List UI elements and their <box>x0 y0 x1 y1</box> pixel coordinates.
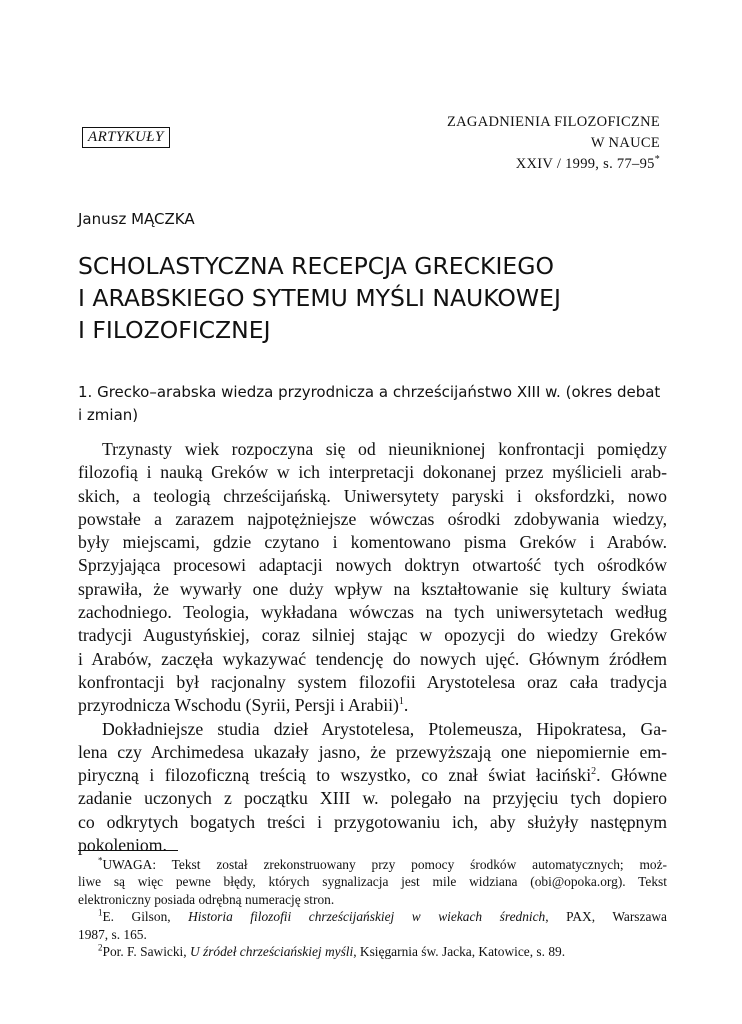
text-line <box>78 764 667 787</box>
footnote-star-mark: * <box>98 855 103 866</box>
footnote-text-line: 1987, s. 165. <box>78 926 147 942</box>
text-line: i Arabów, zaczęła wykazywać tendencję do nowych ujęć. Głównym źródłem <box>78 648 667 669</box>
journal-volume-note-mark: * <box>654 154 660 166</box>
footnote-text: Por. F. Sawicki, <box>102 944 190 960</box>
text-line: co odkrytych bogatych treści i przygotowaniu ich, aby służyły następnym <box>78 811 667 832</box>
text-line: Dokładniejsze studia dzieł Arystotelesa, Ptolemeusza, Hipokratesa, Ga- <box>102 718 667 739</box>
title-line: I ARABSKIEGO SYTEMU MYŚLI NAUKOWEJ <box>78 284 561 312</box>
text-line: Trzynasty wiek rozpoczyna się od nieuniknionej konfrontacji pomiędzy <box>102 439 667 459</box>
paragraph-2 <box>78 718 667 858</box>
text-line: skich, a teologią chrześcijańską. Uniwersytety paryski i oksfordzki, nowo <box>78 485 667 506</box>
text-line: Sprzyjająca procesowi adaptacji nowych doktryn otwartość tych ośrodków <box>78 555 667 576</box>
text-line: konfrontacji był racjonalny system filozofii Arystotelesa oraz cała tradycja <box>78 671 667 692</box>
text-line: zachodniego. Teologia, wykładana wówczas na tych uniwersytetach według <box>78 602 667 623</box>
footnote-2-mark: 2 <box>98 942 103 953</box>
text-line: lena czy Archimedesa ukazały jasno, że przewyższają one niepomiernie em- <box>78 741 667 762</box>
footnote-text-line: liwe są więc pewne błędy, których sygnalizacja jest mile widziana (obi@opoka.org). Tekst <box>78 874 667 890</box>
footnotes <box>78 856 667 960</box>
text-line: sprawiła, że wywarły one duży wpływ na kształtowanie się kultury świata <box>78 578 667 599</box>
footnote-ref-2[interactable]: 2 <box>591 766 597 778</box>
text-line: tradycji Augustyńskiej, coraz silniej stając w opozycji do wiedzy Greków <box>78 625 667 646</box>
text-fragment: piryczną i filozoficzną treścią to wszystko, co znał świat łaciński <box>78 765 592 786</box>
footnote-text-line: elektroniczny posiada odrębną numerację stron. <box>78 891 335 907</box>
footnote-1-mark: 1 <box>98 907 103 918</box>
text-line: filozofią i nauką Greków w ich interpretacji dokonanej przez myślicieli arab- <box>78 462 667 483</box>
journal-volume <box>447 154 660 175</box>
footnote-text: , PAX, Warszawa <box>545 909 667 925</box>
text-line: zadanie uczonych z początku XIII w. polegało na przyjęciu tych dopiero <box>78 788 667 809</box>
article-title <box>78 250 678 346</box>
footnote-rule <box>78 850 178 851</box>
footnote-star <box>78 856 667 873</box>
footnote-ref-1[interactable]: 1 <box>398 696 404 708</box>
text-line: powstałe a zarazem najpotężniejsze wówczas ośrodki zdobywania wiedzy, <box>78 508 667 529</box>
article-body <box>78 438 667 857</box>
text-line: pokoleniom. <box>78 835 167 856</box>
footnote-text: UWAGA: Tekst został zrekonstruowany przy pomocy środków automatycznych; moż- <box>102 857 667 872</box>
title-line: SCHOLASTYCZNA RECEPCJA GRECKIEGO <box>78 252 554 280</box>
section-label: ARTYKUŁY <box>82 127 170 148</box>
title-line: I FILOZOFICZNEJ <box>78 316 271 344</box>
journal-name: ZAGADNIENIA FILOZOFICZNE <box>447 114 660 130</box>
article-author: Janusz MĄCZKA <box>78 210 195 228</box>
text-line: przyrodnicza Wschodu (Syrii, Persji i Arabii)$^1$. <box>78 695 409 716</box>
cited-work-title: U źródeł chrześciańskiej myśli <box>189 944 354 960</box>
section-heading: 1. Grecko–arabska wiedza przyrodnicza a chrześcijaństwo XIII w. (okres debat i zmian) <box>78 383 661 424</box>
text-fragment: . Główne <box>596 765 667 786</box>
journal-volume-text: XXIV / 1999, s. 77–95 <box>515 156 655 172</box>
footnote-text: , Księgarnia św. Jacka, Katowice, s. 89. <box>353 944 566 960</box>
journal-subtitle: W NAUCE <box>590 135 660 151</box>
footnote-2 <box>78 943 667 960</box>
footnote-1 <box>78 908 667 925</box>
text-fragment: przyrodnicza Wschodu (Syrii, Persji i Arabii) <box>78 695 399 716</box>
cited-work-title: Historia filozofii chrześcijańskiej w wiekach średnich <box>188 909 546 925</box>
paragraph-1 <box>78 438 667 718</box>
footnote-text: E. Gilson, <box>102 909 189 925</box>
text-line: były miejscami, gdzie czytano i komentowano pisma Greków i Arabów. <box>78 532 667 553</box>
journal-header <box>447 112 660 175</box>
